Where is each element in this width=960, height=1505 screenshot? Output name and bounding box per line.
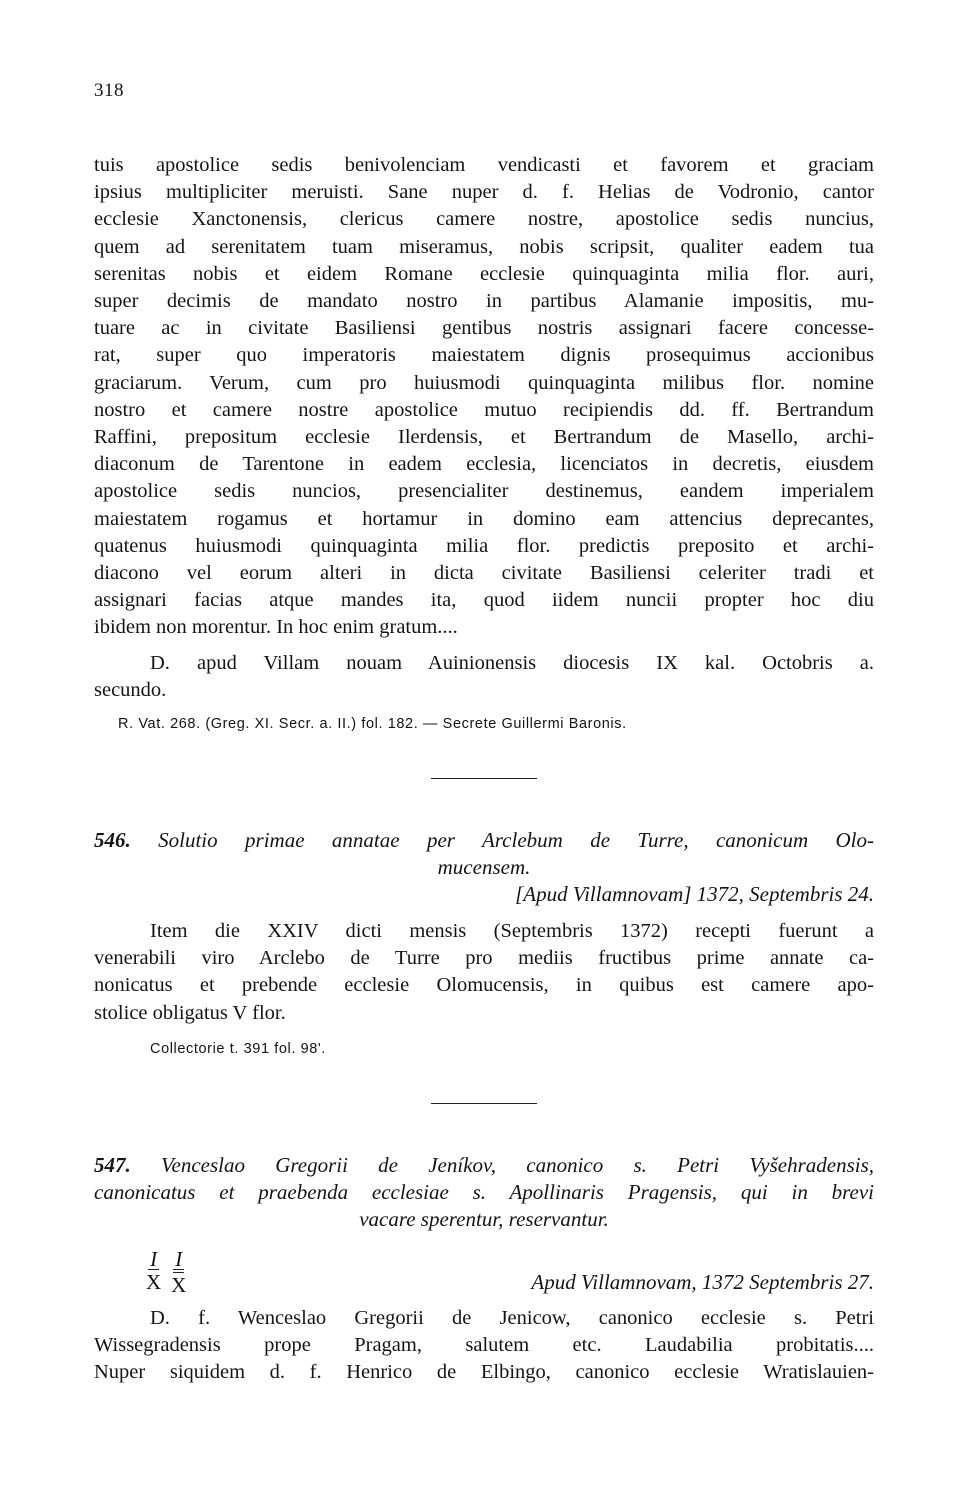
text-line: Nuper siquidem d. f. Henrico de Elbingo, canonico ecclesie Wratislauien- (94, 1361, 874, 1384)
text-line: quatenus huiusmodi quinquaginta milia flor. predictis preposito et archi- (94, 534, 874, 557)
entry-text (94, 1305, 874, 1387)
entry-title: Venceslao Gregorii de Jeníkov, canonico s. Petri Vyšehradensis, (161, 1152, 874, 1177)
fraction-numerator: I (175, 1246, 183, 1271)
heading-line (94, 827, 874, 854)
heading-line (94, 1152, 874, 1179)
text-line: tuis apostolice sedis benivolenciam vendicasti et favorem et graciam (94, 154, 874, 176)
entry-number: 547. (94, 1152, 131, 1177)
fraction-notation (146, 1246, 162, 1295)
text-line: ipsius multipliciter meruisti. Sane nuper d. f. Helias de Vodronio, cantor (94, 181, 874, 204)
heading-line: vacare sperentur, reservantur. (359, 1206, 609, 1231)
page-number: 318 (94, 80, 124, 101)
entry-heading (94, 827, 874, 908)
text-line: graciarum. Verum, cum pro huiusmodi quinquaginta milibus flor. nomine (94, 371, 874, 394)
text-line: apostolice sedis nuncios, presencialiter destinemus, eandem imperialem (94, 480, 874, 503)
text-line: Item die XXIV dicti mensis (Septembris 1372) recepti fuerunt a (150, 920, 874, 943)
text-line: tuare ac in civitate Basiliensi gentibus nostris assignari facere concesse- (94, 317, 874, 340)
entry-547 (94, 1152, 874, 1387)
text-line: nonicatus et prebende ecclesie Olomucensis, in quibus est camere apo- (94, 974, 874, 997)
entry-heading (94, 1152, 874, 1233)
fraction-denominator: X (146, 1269, 162, 1294)
text-line: ecclesie Xanctonensis, clericus camere nostre, apostolice sedis nuncius, (94, 208, 874, 231)
text-line: diaconum de Tarentone in eadem ecclesia, licenciatos in decretis, eiusdem (94, 453, 874, 476)
text-line: venerabili viro Arclebo de Turre pro mediis fructibus prime annate ca- (94, 947, 874, 970)
entry-text (94, 918, 874, 1027)
fraction-denominator: X (171, 1272, 187, 1297)
text-line: assignari facias atque mandes ita, quod iidem nuncii propter hoc diu (94, 589, 874, 612)
register-notation-row (94, 1246, 874, 1297)
entry-546 (94, 827, 874, 1057)
text-line: Raffini, prepositum ecclesie Ilerdensis, et Bertrandum de Masello, archi- (94, 426, 874, 449)
entry-source-reference: Collectorie t. 391 fol. 98'. (150, 1040, 326, 1057)
text-line: ibidem non morentur. In hoc enim gratum.... (94, 616, 458, 639)
document-page (94, 80, 874, 1386)
text-line: Wissegradensis prope Pragam, salutem etc. Laudabilia probitatis.... (94, 1334, 874, 1357)
text-line: stolice obligatus V flor. (94, 1001, 286, 1024)
entry-dateline: Apud Villamnovam, 1372 Septembris 27. (531, 1269, 874, 1294)
section-divider (431, 778, 537, 779)
text-line: diacono vel eorum alteri in dicta civitate Basiliensi celeriter tradi et (94, 562, 874, 585)
entry-number: 546. (94, 828, 131, 853)
heading-line: canonicatus et praebenda ecclesiae s. Apollinaris Pragensis, qui in brevi (94, 1179, 874, 1204)
text-line: super decimis de mandato nostro in partibus Alamanie impositis, mu- (94, 290, 874, 313)
section-divider (431, 1103, 537, 1104)
entry-dateline: [Apud Villamnovam] 1372, Septembris 24. (515, 882, 874, 907)
text-line: serenitas nobis et eidem Romane ecclesie quinquaginta milia flor. auri, (94, 262, 874, 285)
dating-line: secundo. (94, 678, 167, 701)
text-line: quem ad serenitatem tuam miseramus, nobis scripsit, qualiter eadem tua (94, 235, 874, 258)
text-line: nostro et camere nostre apostolice mutuo recipiendis dd. ff. Bertrandum (94, 398, 874, 421)
text-line: maiestatem rogamus et hortamur in domino eam attencius deprecantes, (94, 507, 874, 530)
letter-dating (94, 650, 874, 704)
dating-line: D. apud Villam nouam Auinionensis diocesis IX kal. Octobris a. (150, 651, 874, 674)
letter-source-reference: R. Vat. 268. (Greg. XI. Secr. a. II.) fol. 182. — Secrete Guillermi Baronis. (118, 716, 627, 733)
fraction-numerator: I (150, 1246, 158, 1271)
letter-body (94, 152, 874, 642)
register-fractions (146, 1246, 187, 1297)
heading-line: mucensem. (437, 855, 531, 880)
text-line: D. f. Wenceslao Gregorii de Jenicow, canonico ecclesie s. Petri (150, 1306, 874, 1329)
fraction-notation (171, 1246, 187, 1297)
text-line: rat, super quo imperatoris maiestatem dignis prosequimus accionibus (94, 344, 874, 367)
entry-title: Solutio primae annatae per Arclebum de Turre, canonicum Olo- (158, 828, 874, 853)
